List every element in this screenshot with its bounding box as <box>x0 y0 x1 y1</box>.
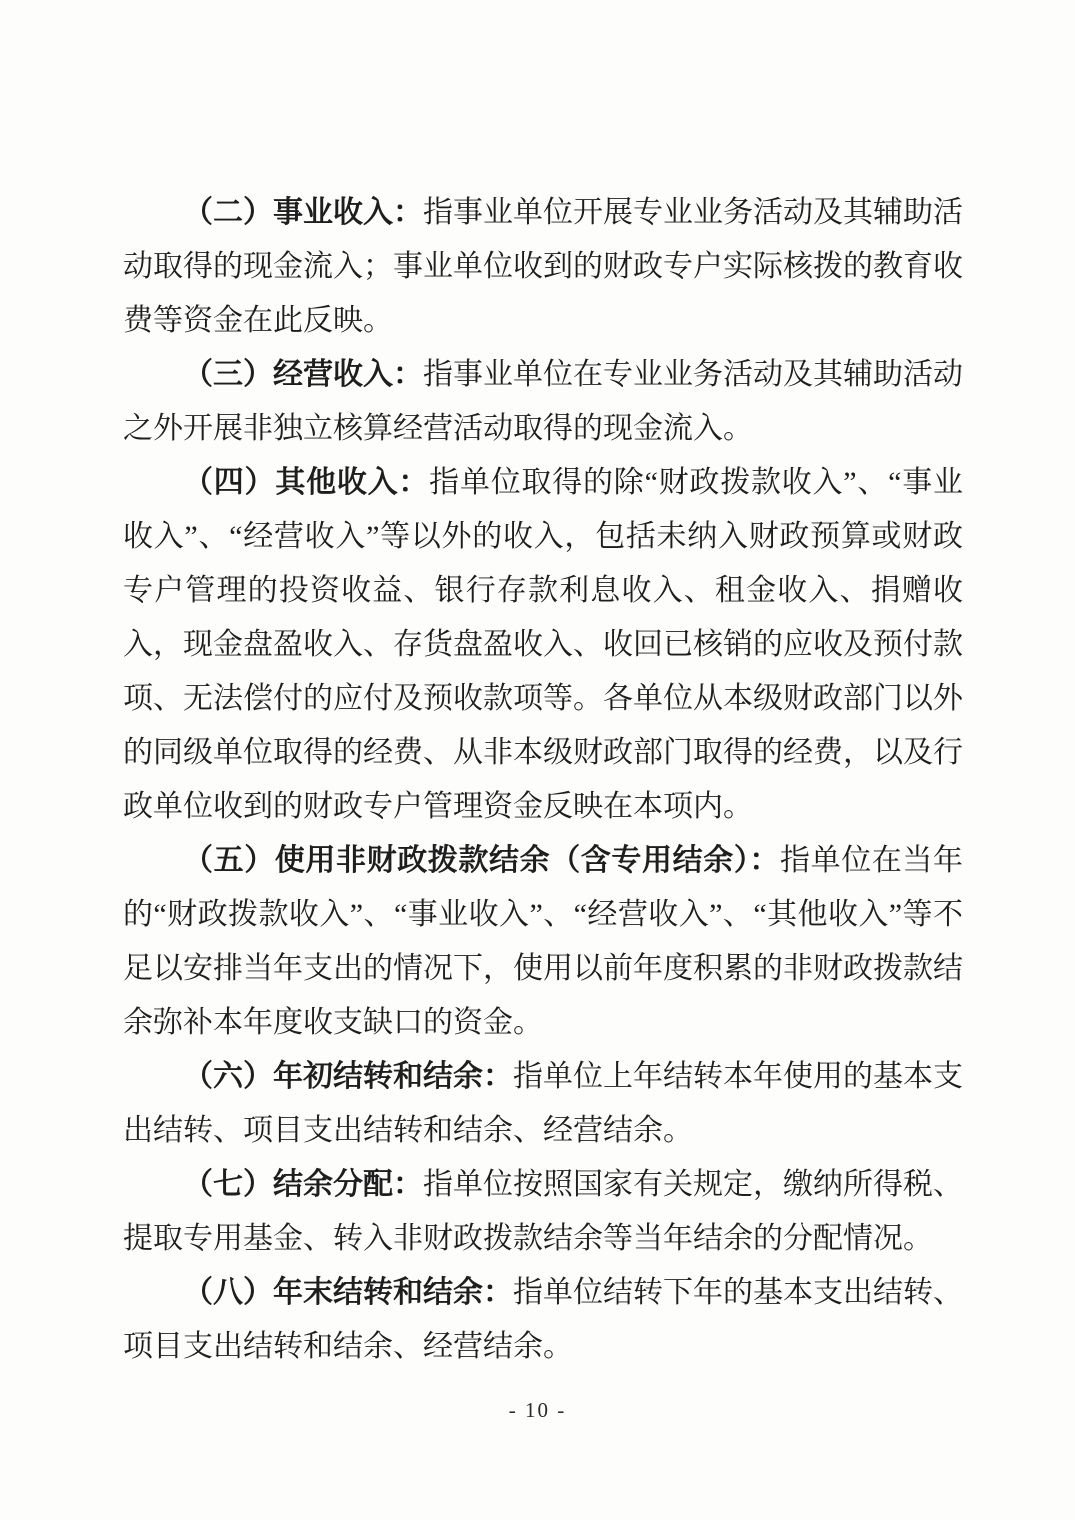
paragraph <box>123 1050 963 1158</box>
paragraph <box>123 834 963 1050</box>
paragraph-body: 指单位取得的除“财政拨款收入”、“事业收入”、“经营收入”等以外的收入，包括未纳入财政预算或财政专户管理的投资收益、银行存款利息收入、租金收入、捐赠收入，现金盘盈收入、存货盘盈收入、收回已核销的应收及预付款项、无法偿付的应付及预收款项等。各单位从本级财政部门以外的同级单位取得的经费、从非本级财政部门取得的经费，以及行政单位收到的财政专户管理资金反映在本项内。 <box>123 466 963 823</box>
paragraph <box>123 348 963 456</box>
paragraph-body: 指单位在当年的“财政拨款收入”、“事业收入”、“经营收入”、“其他收入”等不足以安排当年支出的情况下，使用以前年度积累的非财政拨款结余弥补本年度收支缺口的资金。 <box>123 844 963 1039</box>
paragraph <box>123 1158 963 1266</box>
paragraph <box>123 186 963 348</box>
paragraph-lead: （六）年初结转和结余： <box>183 1060 513 1093</box>
paragraph-lead: （五）使用非财政拨款结余（含专用结余）： <box>183 844 780 877</box>
paragraph <box>123 1266 963 1374</box>
paragraph-body: 指单位结转下年的基本支出结转、项目支出结转和结余、经营结余。 <box>123 1276 963 1363</box>
paragraph-body: 指单位按照国家有关规定，缴纳所得税、提取专用基金、转入非财政拨款结余等当年结余的分配情况。 <box>123 1168 963 1255</box>
paragraph-lead: （二）事业收入： <box>183 196 423 229</box>
paragraph-lead: （三）经营收入： <box>183 358 423 391</box>
paragraph-body: 指事业单位开展专业业务活动及其辅助活动取得的现金流入；事业单位收到的财政专户实际核拨的教育收费等资金在此反映。 <box>123 196 963 337</box>
paragraph-lead: （七）结余分配： <box>183 1168 423 1201</box>
paragraph-lead: （四）其他收入： <box>183 466 430 499</box>
page-number: - 10 - <box>508 1398 567 1422</box>
paragraph-body: 指单位上年结转本年使用的基本支出结转、项目支出结转和结余、经营结余。 <box>123 1060 963 1147</box>
paragraph-body: 指事业单位在专业业务活动及其辅助活动之外开展非独立核算经营活动取得的现金流入。 <box>123 358 963 445</box>
document-page <box>123 186 963 1374</box>
paragraph-lead: （八）年末结转和结余： <box>183 1276 513 1309</box>
paragraph <box>123 456 963 834</box>
